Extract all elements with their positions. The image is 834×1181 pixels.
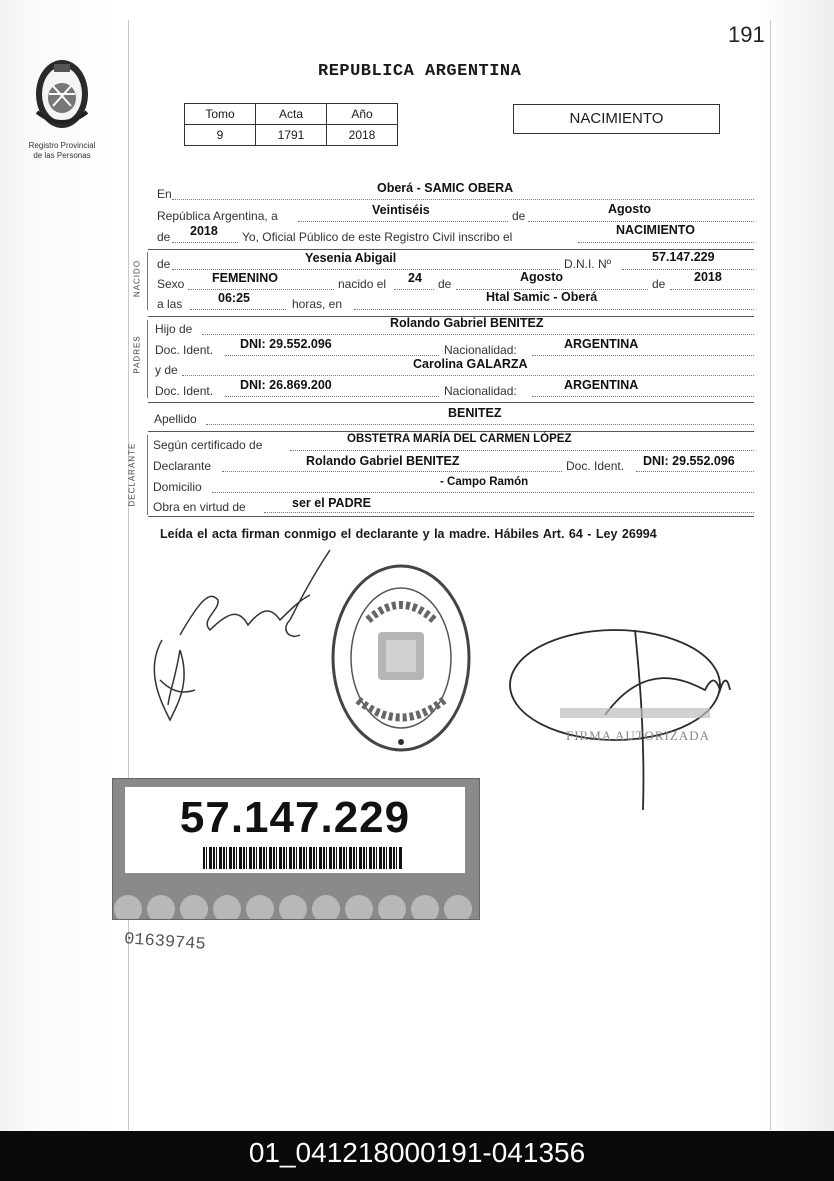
obra-value: ser el PADRE [292,496,371,510]
birth-day: 24 [408,271,422,285]
dotted-line [182,375,754,376]
birth-year: 2018 [694,270,722,284]
dotted-line [188,289,334,290]
logo-caption-line1: Registro Provincial [28,141,96,150]
domicilio-label: Domicilio [153,480,202,494]
section-divider [148,516,754,517]
official-seal [328,560,474,761]
nacido-el-label: nacido el [338,277,387,291]
horas-label: horas, en [292,297,343,311]
declarant-doc-label: Doc. Ident. [566,459,625,473]
dotted-line [622,269,754,270]
declarante-label: Declarante [153,459,212,473]
left-margin-line [128,20,129,1130]
record-type-box: NACIMIENTO [513,104,720,134]
hijo-de-label: Hijo de [155,322,193,336]
dotted-line [670,289,754,290]
tomo-value: 9 [185,125,256,146]
dni-sticker-number: 57.147.229 [179,793,411,842]
apellido-label: Apellido [154,412,197,426]
obra-label: Obra en virtud de [153,500,246,514]
cert-label: Según certificado de [153,438,263,452]
day-words: Veintiséis [372,203,430,217]
declarant-doc: DNI: 29.552.096 [643,454,735,468]
tomo-header: Tomo [185,104,256,125]
anio-header: Año [327,104,398,125]
dotted-line [354,309,754,310]
dotted-line [636,471,754,472]
dotted-line [202,334,754,335]
seal-graphic-icon [328,560,474,756]
dotted-line [532,396,754,397]
dotted-line [290,450,754,451]
declarant-name: Rolando Gabriel BENITEZ [306,454,460,468]
republica-label: República Argentina, a [157,209,278,223]
mother-nationality: ARGENTINA [564,378,639,392]
sexo-label: Sexo [157,277,185,291]
dni-sticker-panel [125,787,465,873]
document-title: REPUBLICA ARGENTINA [318,62,522,81]
registry-table [184,103,398,146]
dotted-line [528,221,754,222]
nacido-de-label-3: de [652,277,666,291]
registry-logo [22,54,102,161]
nacido-bar [147,252,148,310]
dotted-line [225,355,439,356]
domicilio-value: - Campo Ramón [440,476,529,488]
father-name: Rolando Gabriel BENITEZ [390,316,544,330]
mother-doc: DNI: 26.869.200 [240,378,332,392]
mother-nat-label: Nacionalidad: [444,384,517,398]
dotted-line [190,309,286,310]
dotted-line [206,424,754,425]
certificate-issuer: OBSTETRA MARÍA DEL CARMEN LÓPEZ [347,433,572,445]
dni-sticker [112,778,480,920]
section-divider [148,431,754,432]
mother-doc-label: Doc. Ident. [155,384,214,398]
dotted-line [225,396,439,397]
dotted-line [212,492,754,493]
barcode-icon [203,847,403,869]
official-text: Yo, Oficial Público de este Registro Civil inscribo el [242,230,513,244]
declarante-bar [147,435,148,515]
alas-label: a las [157,297,183,311]
birth-time: 06:25 [218,291,250,305]
nacido-de-label: de [157,257,171,271]
official-signature [505,620,755,820]
mother-name: Carolina GALARZA [413,357,528,371]
father-doc: DNI: 29.552.096 [240,337,332,351]
y-de-label: y de [155,363,178,377]
father-nat-label: Nacionalidad: [444,343,517,357]
apellido-value: BENITEZ [448,406,502,420]
declarante-section-label: DECLARANTE [127,442,137,507]
closing-statement: Leída el acta firman conmigo el declarante y la madre. Hábiles Art. 64 - Ley 26994 [160,527,657,541]
footer-code: 01_041218000191-041356 [0,1131,834,1181]
padres-section-label: PADRES [132,335,142,374]
child-name: Yesenia Abigail [305,251,397,265]
nacido-de-label-2: de [438,277,452,291]
de-label: de [512,209,526,223]
event-type: NACIMIENTO [616,223,695,237]
child-sex: FEMENINO [212,271,278,285]
dotted-line [532,355,754,356]
de2-label: de [157,230,171,244]
stamped-number: 01639745 [123,930,207,955]
dotted-line [222,471,562,472]
acta-header: Acta [256,104,327,125]
registry-month: Agosto [608,202,652,216]
section-divider [148,402,754,403]
right-margin-line [770,20,771,1130]
anio-value: 2018 [327,125,398,146]
page-number: 191 [728,22,765,47]
dotted-line [578,242,754,243]
acta-value: 1791 [256,125,327,146]
birth-month: Agosto [520,270,564,284]
padres-bar [147,320,148,398]
dotted-line [172,199,754,200]
dotted-line [172,242,238,243]
provincial-emblem-icon [27,54,97,134]
dni-label: D.N.I. Nº [564,257,612,271]
birth-place: Htal Samic - Oberá [486,290,598,304]
official-stamp-text: FIRMA AUTORIZADA [566,728,710,743]
dotted-line [298,221,508,222]
declarant-signature [140,540,340,740]
child-dni: 57.147.229 [652,250,715,264]
registry-place: Oberá - SAMIC OBERA [377,181,514,195]
dotted-line [172,269,560,270]
father-nationality: ARGENTINA [564,337,639,351]
logo-caption-line2: de las Personas [33,151,91,160]
father-doc-label: Doc. Ident. [155,343,214,357]
dotted-line [394,289,434,290]
en-label: En [157,187,172,201]
nacido-section-label: NACIDO [132,259,142,298]
registry-year: 2018 [190,224,218,238]
dotted-line [264,512,754,513]
